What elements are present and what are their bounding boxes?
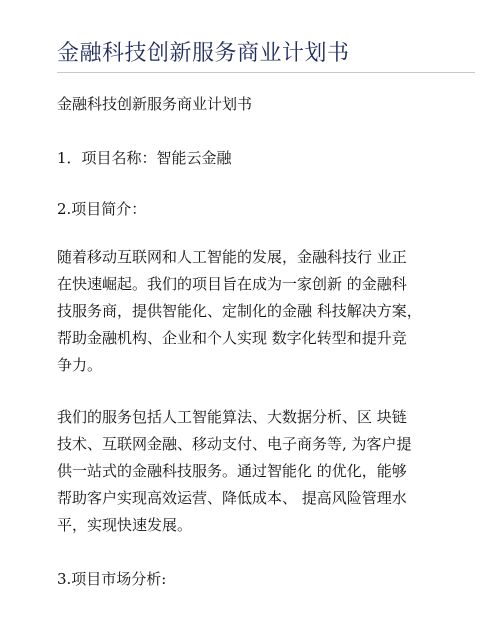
paragraph-line: 技术、互联网金融、移动支付、电子商务等, 为客户提 [57, 435, 412, 453]
section-market-analysis-heading: 3.项目市场分析: [57, 570, 167, 588]
document-title: 金融科技创新服务商业计划书 [57, 41, 350, 66]
paragraph-line: 帮助金融机构、企业和个人实现 数字化转型和提升竞 [57, 329, 407, 347]
paragraph-line: 供一站式的金融科技服务。通过智能化 的优化，能够 [57, 462, 407, 480]
paragraph-line: 技服务商，提供智能化、定制化的金融 科技解决方案， [57, 302, 422, 320]
paragraph-line: 平，实现快速发展。 [57, 516, 193, 534]
title-divider [57, 72, 475, 73]
services-paragraph [57, 404, 412, 539]
paragraph-line: 随着移动互联网和人工智能的发展，金融科技行 业正 [57, 248, 407, 266]
paragraph-line: 帮助客户实现高效运营、降低成本、 提高风险管理水 [57, 489, 407, 507]
document-subtitle: 金融科技创新服务商业计划书 [57, 95, 253, 113]
paragraph-line: 争力。 [57, 356, 103, 374]
paragraph-line: 在快速崛起。我们的项目旨在成为一家创新 的金融科 [57, 275, 407, 293]
paragraph-line: 我们的服务包括人工智能算法、大数据分析、区 块链 [57, 408, 407, 426]
section-project-name: 1．项目名称：智能云金融 [57, 149, 232, 167]
section-project-intro-heading: 2.项目简介： [57, 200, 147, 218]
intro-paragraph [57, 244, 422, 379]
